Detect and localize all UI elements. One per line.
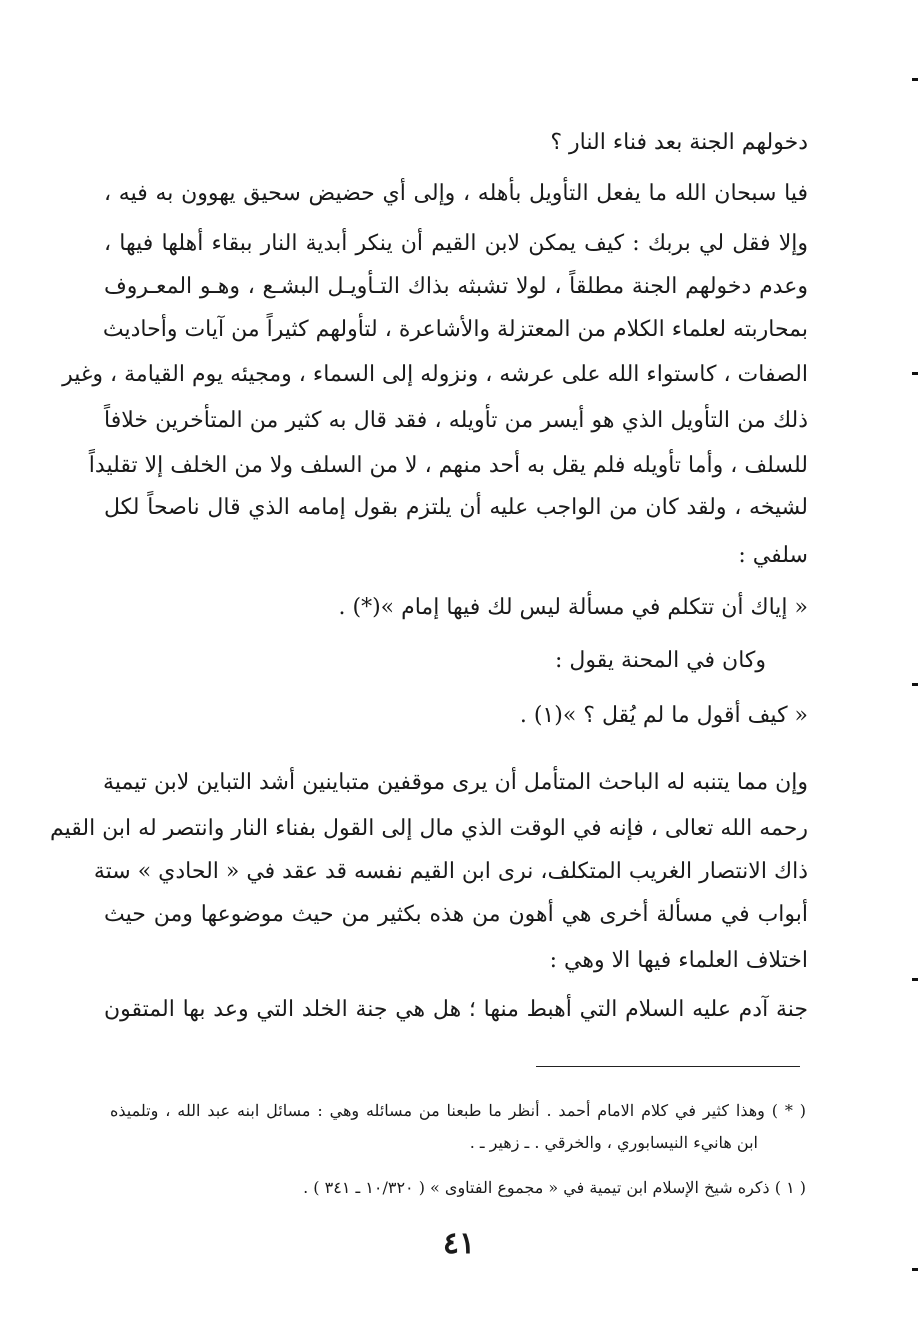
edge-mark: [912, 1268, 918, 1271]
footnote-separator: [536, 1066, 800, 1067]
text-line: فيا سبحان الله ما يفعل التأويل بأهله ، وإلى أي حضيض سحيق يهوون به فيه ،: [104, 181, 808, 206]
text-line: وكان في المحنة يقول :: [555, 648, 766, 673]
text-line: بمحاربته لعلماء الكلام من المعتزلة والأشاعرة ، لتأولهم كثيراً من آيات وأحاديث: [102, 317, 808, 342]
text-line: الصفات ، كاستواء الله على عرشه ، ونزوله إلى السماء ، ومجيئه يوم القيامة ، وغير: [62, 362, 808, 387]
text-line: سلفي :: [738, 543, 808, 568]
text-line: جنة آدم عليه السلام التي أهبط منها ؛ هل هي جنة الخلد التي وعد بها المتقون: [104, 997, 808, 1022]
edge-mark: [912, 372, 918, 375]
text-line: وإن مما يتنبه له الباحث المتأمل أن يرى موقفين متباينين أشد التباين لابن تيمية: [103, 770, 808, 795]
text-line: لشيخه ، ولقد كان من الواجب عليه أن يلتزم بقول إمامه الذي قال ناصحاً لكل: [104, 495, 808, 520]
text-line: وإلا فقل لي بربك : كيف يمكن لابن القيم أن ينكر أبدية النار ببقاء أهلها فيها ،: [104, 231, 808, 256]
quotation-line: « إياك أن تتكلم في مسألة ليس لك فيها إمام »(*) .: [338, 595, 808, 620]
footnote-line: ابن هانيء النيسابوري ، والخرقي . ـ زهير ـ .: [469, 1133, 758, 1152]
text-line: دخولهم الجنة بعد فناء النار ؟: [550, 130, 808, 155]
text-line: ذلك من التأويل الذي هو أيسر من تأويله ، فقد قال به كثير من المتأخرين خلافاً: [104, 408, 808, 433]
text-line: ذاك الانتصار الغريب المتكلف، نرى ابن القيم نفسه قد عقد في « الحادي » ستة: [93, 859, 808, 884]
edge-mark: [912, 78, 918, 81]
quotation-line: « كيف أقول ما لم يُقل ؟ »(١) .: [519, 703, 808, 728]
page-number: ٤١: [442, 1226, 476, 1261]
edge-mark: [912, 683, 918, 686]
text-line: أبواب في مسألة أخرى هي أهون من هذه بكثير من حيث موضوعها ومن حيث: [104, 902, 808, 927]
footnote-line: ( * ) وهذا كثير في كلام الامام أحمد . أنظر ما طبعنا من مسائله وهي : مسائل ابنه عبد الله ، وتلميذه: [110, 1101, 806, 1120]
footnote-line: ( ١ ) ذكره شيخ الإسلام ابن تيمية في « مجموع الفتاوى » ( ١٠/٣٢٠ ـ ٣٤١ ) .: [303, 1178, 806, 1197]
text-line: اختلاف العلماء فيها الا وهي :: [549, 948, 808, 973]
text-line: للسلف ، وأما تأويله فلم يقل به أحد منهم ، لا من السلف ولا من الخلف إلا تقليداً: [88, 453, 808, 478]
text-line: رحمه الله تعالى ، فإنه في الوقت الذي مال إلى القول بفناء النار وانتصر له ابن القيم: [49, 816, 808, 841]
edge-mark: [912, 978, 918, 981]
text-line: وعدم دخولهم الجنة مطلقاً ، لولا تشبثه بذاك التـأويـل البشـع ، وهـو المعـروف: [104, 274, 808, 299]
